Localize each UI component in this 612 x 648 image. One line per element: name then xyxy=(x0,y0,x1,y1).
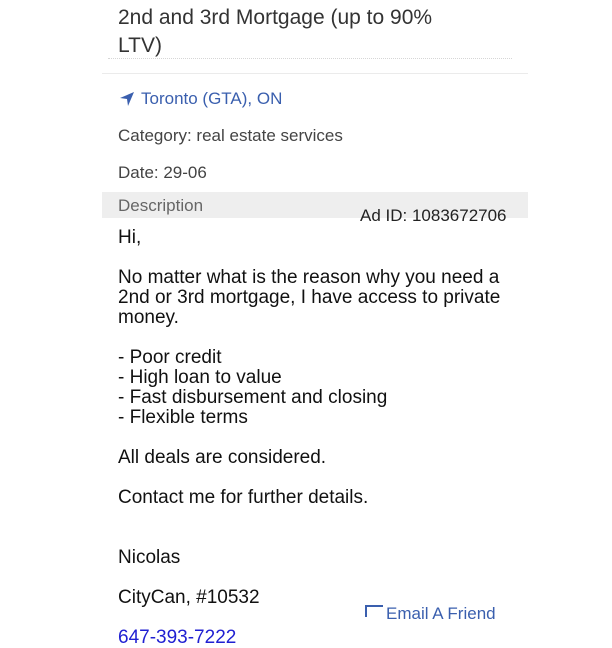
share-icon xyxy=(365,605,383,617)
category-text: Category: real estate services xyxy=(118,126,343,145)
title-divider xyxy=(108,58,512,59)
intro-paragraph: No matter what is the reason why you need a 2nd or 3rd mortgage, I have access to private money. xyxy=(118,267,501,328)
description-label: Description xyxy=(118,196,204,215)
contact-company: CityCan, #10532 xyxy=(118,587,260,608)
benefits-list: - Poor credit - High loan to value - Fast disbursement and closing - Flexible terms xyxy=(118,347,388,428)
description-body xyxy=(118,228,518,648)
contact-text: Contact me for further details. xyxy=(118,487,369,508)
ad-id: Ad ID: 1083672706 xyxy=(360,206,507,225)
phone-link[interactable]: 647-393-7222 xyxy=(118,627,237,648)
section-divider xyxy=(102,73,528,74)
date-text: Date: 29-06 xyxy=(118,163,207,182)
location-link[interactable] xyxy=(118,88,282,110)
listing-title: 2nd and 3rd Mortgage (up to 90% LTV) xyxy=(118,6,433,57)
location-text: Toronto (GTA), ON xyxy=(141,89,283,108)
greeting-text: Hi, xyxy=(118,227,142,248)
email-friend-link[interactable]: Email A Friend xyxy=(386,604,496,623)
contact-name: Nicolas xyxy=(118,547,181,568)
deals-considered-text: All deals are considered. xyxy=(118,447,327,468)
location-arrow-icon xyxy=(118,90,136,108)
